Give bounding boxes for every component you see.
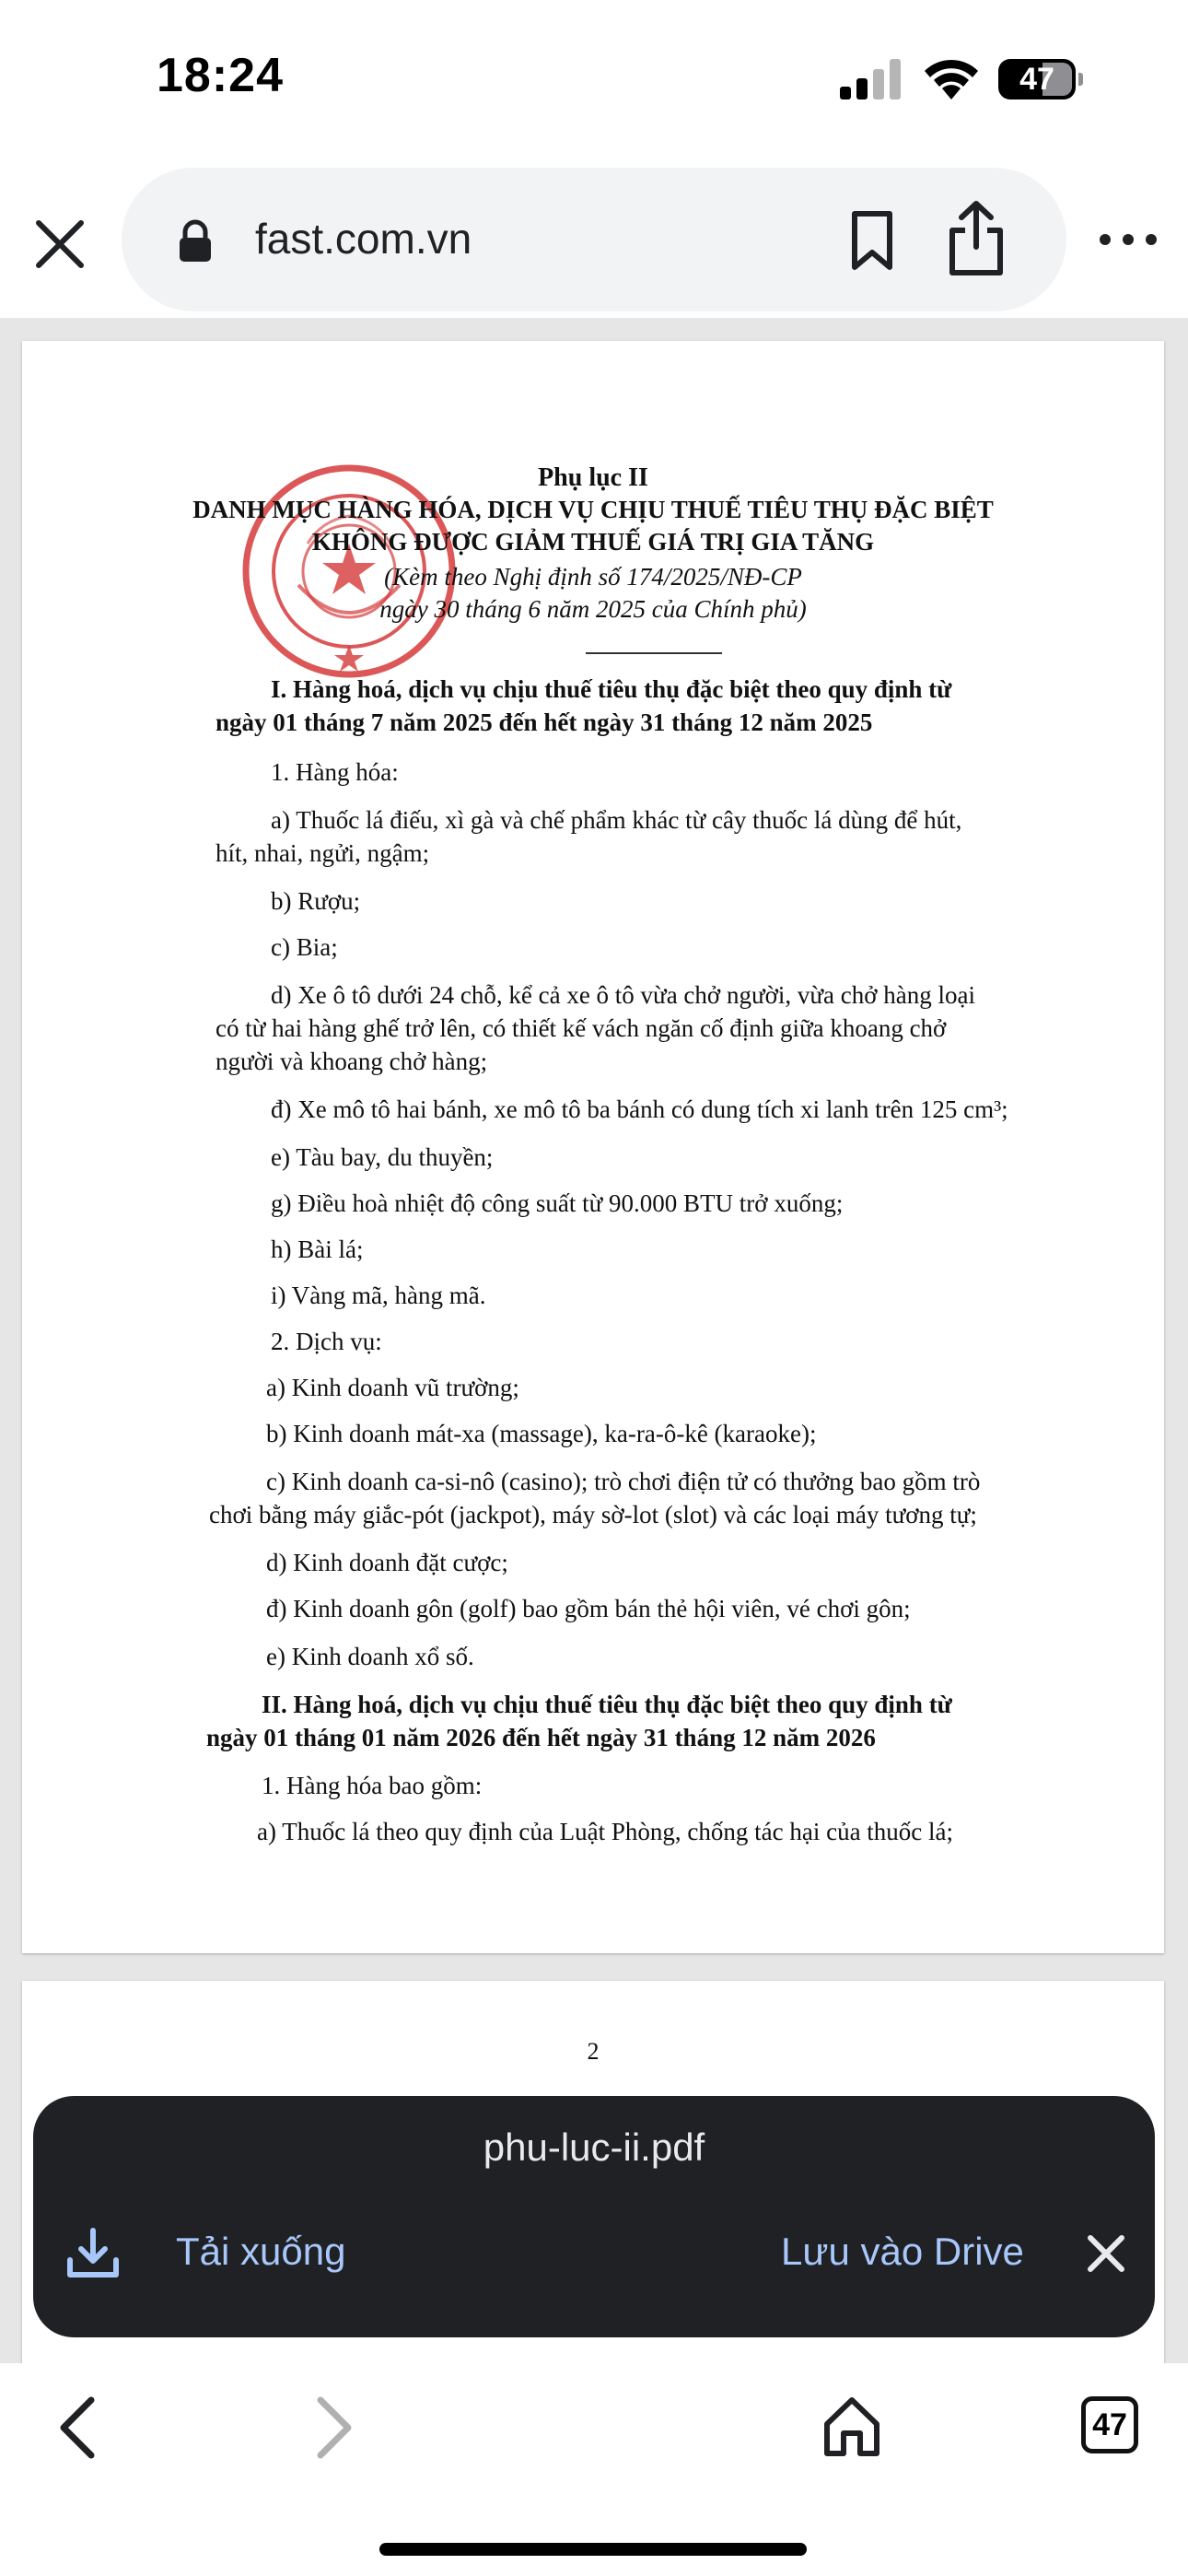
address-bar[interactable] bbox=[122, 168, 1066, 311]
more-options-icon[interactable] bbox=[1096, 228, 1160, 251]
download-sheet bbox=[33, 2096, 1155, 2337]
item-d-line3: người và khoang chở hàng; bbox=[215, 1048, 488, 1075]
bookmark-icon[interactable] bbox=[842, 208, 903, 273]
item-a-line2: hít, nhai, ngửi, ngậm; bbox=[215, 839, 430, 867]
svc-c-line1: c) Kinh doanh ca-si-nô (casino); trò chơi điện tử có thưởng bao gồm trò bbox=[266, 1468, 981, 1495]
svc-dd: đ) Kinh doanh gôn (golf) bao gồm bán thẻ hội viên, vé chơi gôn; bbox=[266, 1595, 911, 1622]
doc-subtitle-line1: (Kèm theo Nghị định số 174/2025/NĐ-CP bbox=[384, 563, 802, 591]
section-1-heading-line2: ngày 01 tháng 7 năm 2025 đến hết ngày 31 tháng 12 năm 2025 bbox=[215, 708, 873, 736]
section-2-heading-line1: II. Hàng hoá, dịch vụ chịu thuế tiêu thụ đặc biệt theo quy định từ bbox=[262, 1691, 952, 1718]
divider bbox=[586, 652, 722, 654]
item-e: e) Tàu bay, du thuyền; bbox=[271, 1143, 494, 1171]
svc-b: b) Kinh doanh mát-xa (massage), ka-ra-ô-kê (karaoke); bbox=[266, 1420, 817, 1447]
browser-toolbar bbox=[0, 157, 1188, 318]
forward-icon[interactable] bbox=[306, 2391, 361, 2465]
save-to-drive-button[interactable]: Lưu vào Drive bbox=[781, 2230, 1024, 2273]
doc-subtitle-line2: ngày 30 tháng 6 năm 2025 của Chính phủ) bbox=[379, 595, 807, 623]
item-b: b) Rượu; bbox=[271, 887, 361, 915]
cellular-signal-icon bbox=[840, 59, 904, 100]
doc-title-line1: DANH MỤC HÀNG HÓA, DỊCH VỤ CHỊU THUẾ TIÊU THỤ ĐẶC BIỆT bbox=[192, 496, 994, 523]
section-2-heading-line2: ngày 01 tháng 01 năm 2026 đến hết ngày 31 tháng 12 năm 2026 bbox=[206, 1724, 876, 1751]
item-g: g) Điều hoà nhiệt độ công suất từ 90.000 BTU trở xuống; bbox=[271, 1189, 844, 1217]
download-button[interactable]: Tải xuống bbox=[176, 2230, 346, 2273]
item-h: h) Bài lá; bbox=[271, 1235, 364, 1263]
share-icon[interactable] bbox=[941, 199, 1011, 278]
goods-heading: 1. Hàng hóa: bbox=[271, 758, 399, 786]
pdf-viewer[interactable] bbox=[0, 318, 1188, 2363]
doc-title-line2: KHÔNG ĐƯỢC GIẢM THUẾ GIÁ TRỊ GIA TĂNG bbox=[311, 528, 875, 556]
appendix-title: Phụ lục II bbox=[538, 463, 648, 492]
home-indicator[interactable] bbox=[379, 2543, 807, 2556]
services-heading: 2. Dịch vụ: bbox=[271, 1328, 382, 1355]
svc-e: e) Kinh doanh xổ số. bbox=[266, 1643, 474, 1670]
home-icon[interactable] bbox=[820, 2393, 884, 2459]
pdf-page-1 bbox=[22, 341, 1164, 1953]
status-bar bbox=[0, 0, 1188, 157]
lock-icon bbox=[177, 219, 214, 263]
status-time: 18:24 bbox=[157, 49, 284, 102]
svc-d: d) Kinh doanh đặt cược; bbox=[266, 1549, 508, 1576]
battery-icon bbox=[998, 59, 1083, 100]
item-a-line1: a) Thuốc lá điếu, xì gà và chế phẩm khác từ cây thuốc lá dùng để hút, bbox=[271, 806, 962, 834]
item-d-line2: có từ hai hàng ghế trở lên, có thiết kế vách ngăn cố định giữa khoang chở bbox=[215, 1014, 947, 1042]
url-text[interactable]: fast.com.vn bbox=[255, 215, 472, 263]
close-tab-icon[interactable] bbox=[28, 212, 92, 276]
item-c: c) Bia; bbox=[271, 933, 338, 961]
download-file-name: phu-luc-ii.pdf bbox=[483, 2125, 705, 2169]
close-download-icon[interactable] bbox=[1083, 2231, 1129, 2277]
back-icon[interactable] bbox=[51, 2391, 106, 2465]
goods2-item-a: a) Thuốc lá theo quy định của Luật Phòng, chống tác hại của thuốc lá; bbox=[257, 1818, 954, 1845]
item-i: i) Vàng mã, hàng mã. bbox=[271, 1282, 486, 1309]
wifi-icon bbox=[921, 55, 982, 101]
svc-c-line2: chơi bằng máy giắc-pót (jackpot), máy sờ-lot (slot) và các loại máy tương tự; bbox=[209, 1501, 977, 1528]
section-1-heading-line1: I. Hàng hoá, dịch vụ chịu thuế tiêu thụ đặc biệt theo quy định từ bbox=[271, 675, 952, 703]
item-d-line1: d) Xe ô tô dưới 24 chỗ, kể cả xe ô tô vừa chở người, vừa chở hàng loại bbox=[271, 981, 975, 1009]
bottom-navigation bbox=[0, 2363, 1188, 2576]
tab-switcher-button[interactable]: 47 bbox=[1081, 2396, 1138, 2453]
svc-a: a) Kinh doanh vũ trường; bbox=[266, 1374, 519, 1401]
item-dd: đ) Xe mô tô hai bánh, xe mô tô ba bánh có dung tích xi lanh trên 125 cm³; bbox=[271, 1095, 1008, 1123]
battery-level-text: 47 bbox=[1019, 62, 1054, 97]
page-number: 2 bbox=[587, 2038, 600, 2065]
download-icon[interactable] bbox=[64, 2225, 122, 2282]
goods2-heading: 1. Hàng hóa bao gồm: bbox=[262, 1772, 483, 1799]
